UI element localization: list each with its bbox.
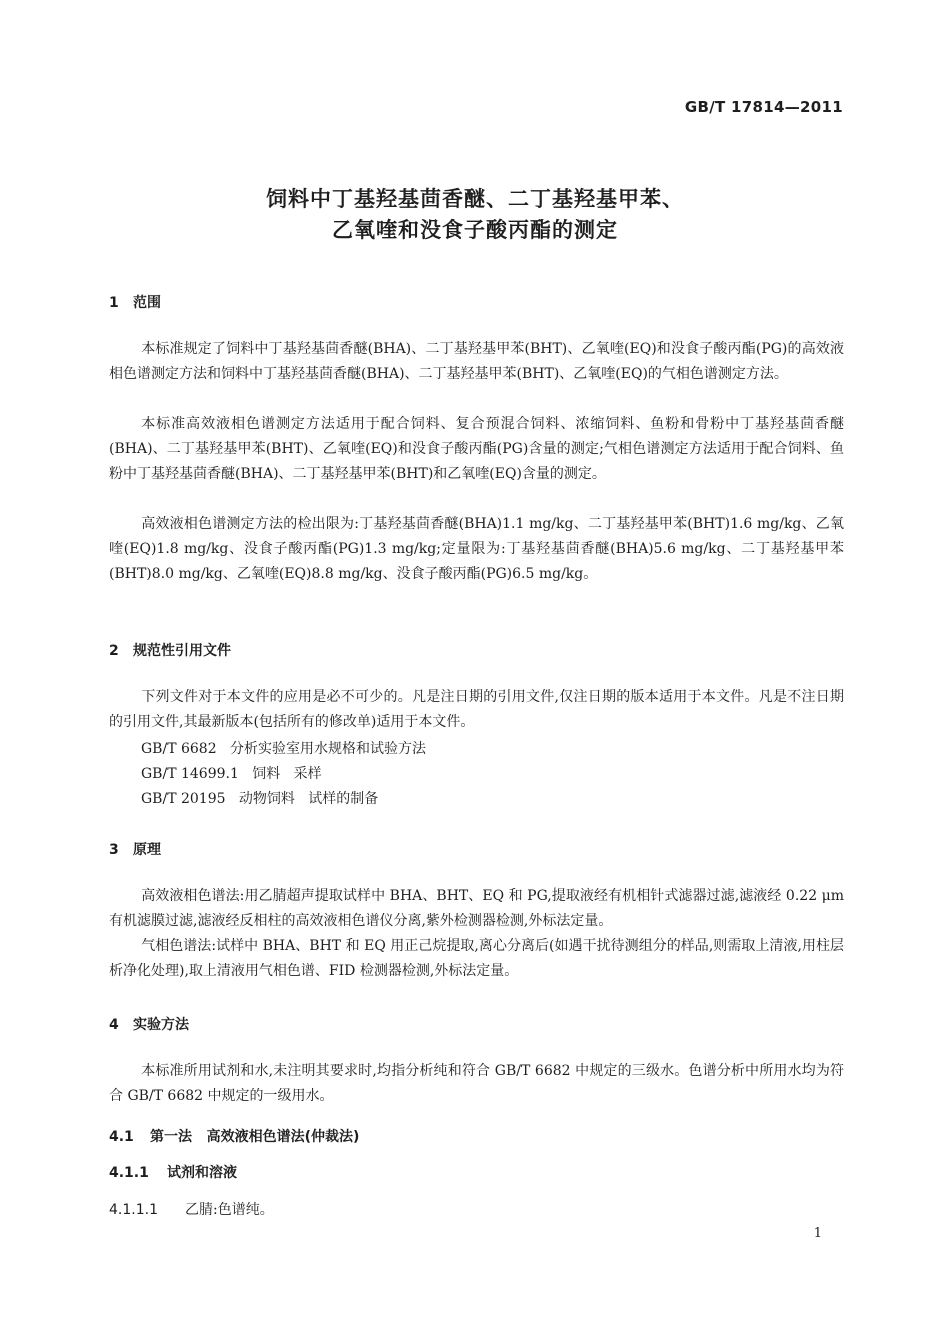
section-number: 4.1.1 <box>109 1165 149 1181</box>
document-title-line1: 饲料中丁基羟基茴香醚、二丁基羟基甲苯、 <box>266 187 684 211</box>
section-4-1-heading <box>109 1126 359 1146</box>
document-title-line2: 乙氧喹和没食子酸丙酯的测定 <box>332 218 618 242</box>
clause-text: 乙腈:色谱纯。 <box>185 1202 274 1218</box>
section-2-paragraph-1: 下列文件对于本文件的应用是必不可少的。凡是注日期的引用文件,仅注日期的版本适用于本文件。凡是不注日期的引用文件,其最新版本(包括所有的修改单)适用于本文件。 <box>109 689 844 730</box>
section-3-paragraph-1: 高效液相色谱法:用乙腈超声提取试样中 BHA、BHT、EQ 和 PG,提取液经有机相针式滤器过滤,滤液经 0.22 μm 有机滤膜过滤,滤液经反相柱的高效液相色谱仪分离,紫外检测器检测,外标法定量。 <box>109 888 844 929</box>
section-4-heading <box>109 1014 189 1034</box>
section-number: 2 <box>109 643 119 659</box>
section-4-1-1-heading <box>109 1162 237 1182</box>
section-3-heading <box>109 839 161 859</box>
section-title: 实验方法 <box>133 1017 189 1033</box>
section-4-paragraph-1: 本标准所用试剂和水,未注明其要求时,均指分析纯和符合 GB/T 6682 中规定的三级水。色谱分析中所用水均为符合 GB/T 6682 中规定的一级用水。 <box>109 1063 844 1104</box>
section-1-paragraph-3: 高效液相色谱测定方法的检出限为:丁基羟基茴香醚(BHA)1.1 mg/kg、二丁基羟基甲苯(BHT)1.6 mg/kg、乙氧喹(EQ)1.8 mg/kg、没食子酸丙酯(PG)1.3 mg/kg;定量限为:丁基羟基茴香醚(BHA)5.6 mg/kg、二丁基羟基甲苯(BHT)8.0 mg/kg、乙氧喹(EQ)8.8 mg/kg、没食子酸丙酯(PG)6.5 mg/kg。 <box>109 516 844 582</box>
section-1-paragraph-1: 本标准规定了饲料中丁基羟基茴香醚(BHA)、二丁基羟基甲苯(BHT)、乙氧喹(EQ)和没食子酸丙酯(PG)的高效液相色谱测定方法和饲料中丁基羟基茴香醚(BHA)、二丁基羟基甲苯(BHT)、乙氧喹(EQ)的气相色谱测定方法。 <box>109 341 844 382</box>
normative-reference: GB/T 20195 动物饲料 试样的制备 <box>141 791 379 807</box>
section-title: 原理 <box>133 842 161 858</box>
section-1-paragraph-2: 本标准高效液相色谱测定方法适用于配合饲料、复合预混合饲料、浓缩饲料、鱼粉和骨粉中丁基羟基茴香醚(BHA)、二丁基羟基甲苯(BHT)、乙氧喹(EQ)和没食子酸丙酯(PG)含量的测定;气相色谱测定方法适用于配合饲料、鱼粉中丁基羟基茴香醚(BHA)、二丁基羟基甲苯(BHT)和乙氧喹(EQ)含量的测定。 <box>109 416 844 482</box>
section-title: 第一法 高效液相色谱法(仲裁法) <box>150 1129 360 1145</box>
section-title: 试剂和溶液 <box>167 1165 237 1181</box>
section-number: 4.1 <box>109 1129 134 1145</box>
section-title: 规范性引用文件 <box>133 643 231 659</box>
section-title: 范围 <box>133 295 161 311</box>
normative-reference: GB/T 14699.1 饲料 采样 <box>141 766 322 782</box>
section-number: 3 <box>109 842 119 858</box>
clause-4-1-1-1 <box>109 1199 274 1219</box>
section-1-heading <box>109 292 161 312</box>
section-2-heading <box>109 640 231 660</box>
page-number: 1 <box>813 1226 822 1241</box>
normative-reference: GB/T 6682 分析实验室用水规格和试验方法 <box>141 741 426 757</box>
standard-number: GB/T 17814—2011 <box>684 98 843 116</box>
section-3-paragraph-2: 气相色谱法:试样中 BHA、BHT 和 EQ 用正己烷提取,离心分离后(如遇干扰待测组分的样品,则需取上清液,用柱层析净化处理),取上清液用气相色谱、FID 检测器检测,外标法定量。 <box>109 938 844 979</box>
section-number: 1 <box>109 295 119 311</box>
section-number: 4.1.1.1 <box>109 1202 158 1218</box>
section-number: 4 <box>109 1017 119 1033</box>
